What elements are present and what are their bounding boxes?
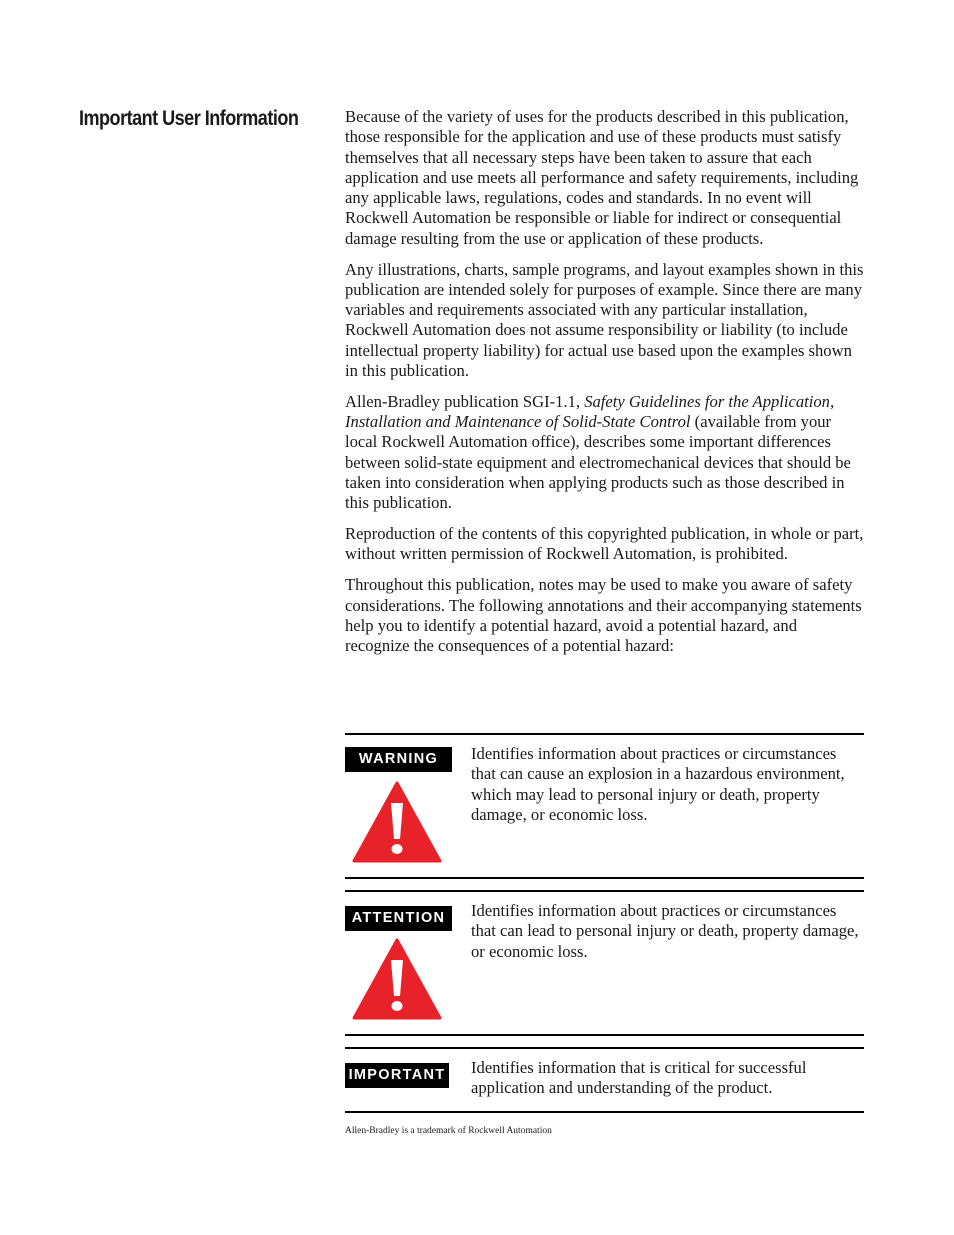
attention-label: ATTENTION (345, 906, 452, 931)
publication-text-before: Allen-Bradley publication SGI-1.1, (345, 391, 585, 411)
warning-notice (345, 733, 864, 879)
publication-text-after: (available from your local Rockwell Automation office), describes some important differences between solid-state equipment and electromechanical devices that should be taken into consideration when applying products such as those described in this publication. (345, 412, 851, 513)
body-text (345, 107, 865, 667)
hazard-triangle-icon (352, 781, 442, 863)
important-text: Identifies information that is critical for successful application and understanding of the product. (471, 1058, 807, 1098)
paragraph-disclaimer: Because of the variety of uses for the products described in this publication, those responsible for the application and use of these products must satisfy themselves that all necessary steps have been taken to assure that each application and use meets all performance and safety requirements, including any applicable laws, regulations, codes and standards. In no event will Rockwell Automation be responsible or liable for indirect or consequential damage resulting from the use or application of these products. (345, 107, 859, 248)
paragraph-reproduction: Reproduction of the contents of this copyrighted publication, in whole or part, without written permission of Rockwell Automation, is prohibited. (345, 524, 864, 564)
paragraph-examples: Any illustrations, charts, sample programs, and layout examples shown in this publication are intended solely for purposes of example. Since there are many variables and requirements associated with any particular installation, Rockwell Automation does not assume responsibility or liability (to include intellectual property liability) for actual use based upon the examples shown in this publication. (345, 259, 864, 381)
warning-text: Identifies information about practices or circumstances that can cause an explosion in a hazardous environment, which may lead to personal injury or death, property damage, or economic loss. (471, 744, 845, 824)
hazard-triangle-icon (352, 938, 442, 1020)
important-label: IMPORTANT (345, 1063, 449, 1088)
attention-text: Identifies information about practices or circumstances that can lead to personal injury or death, property damage, or economic loss. (471, 901, 859, 961)
publication-title: Safety Guidelines for the Application, Installation and Maintenance of Solid-State Control (345, 391, 835, 432)
important-notice (345, 1047, 864, 1113)
page-title: Important User Information (79, 107, 299, 130)
paragraph-publication (345, 392, 865, 514)
trademark-footnote: Allen-Bradley is a trademark of Rockwell Automation (345, 1126, 552, 1136)
warning-label: WARNING (345, 747, 452, 772)
paragraph-notes: Throughout this publication, notes may be used to make you aware of safety considerations. The following annotations and their accompanying statements help you to identify a potential hazard, avoid a potential hazard, and recognize the consequences of a potential hazard: (345, 575, 862, 656)
attention-notice (345, 890, 864, 1036)
